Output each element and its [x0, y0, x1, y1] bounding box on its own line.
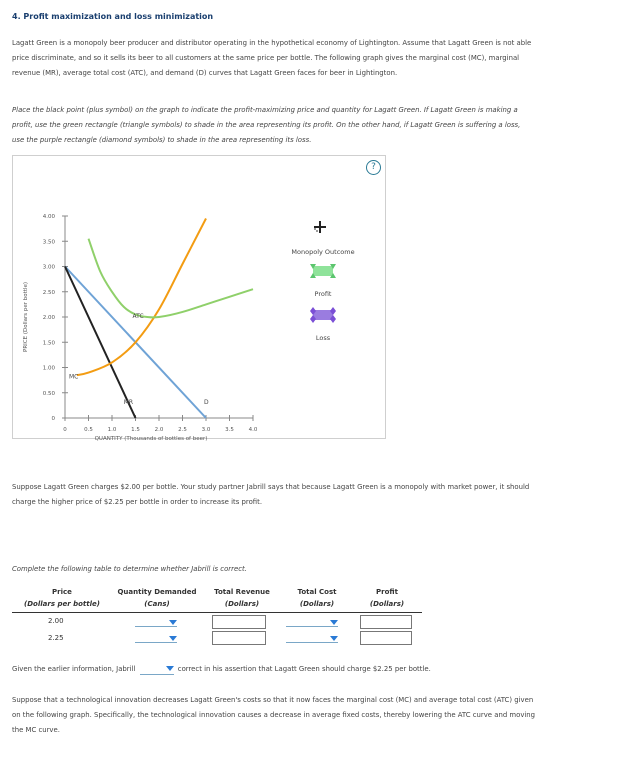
x-tick-label: 1.5	[131, 427, 140, 433]
x-tick-label: 1.0	[107, 427, 117, 433]
page-title: 4. Profit maximization and loss minimization	[12, 12, 214, 21]
given-sentence	[12, 662, 632, 677]
chevron-down-icon	[330, 636, 338, 641]
label-d: D	[204, 399, 209, 406]
profit-table	[12, 588, 422, 648]
final-paragraph: Suppose that a technological innovation decreases Lagatt Green's costs so that it now faces the marginal cost (MC) and average total cost (ATC) given on the following graph. Specifically, the technological innovation causes a decrease in average fixed costs, thereby lowering the ATC curve and moving the MC curve.	[12, 696, 536, 734]
x-tick-label: 0.5	[84, 427, 93, 433]
x-tick-label: 2.5	[178, 427, 187, 433]
monopoly-outcome-tool[interactable]	[313, 219, 333, 233]
x-tick-label: 0	[63, 427, 67, 433]
col-header-total-revenue: Total Revenue	[214, 588, 270, 596]
col-subheader-profit: (Dollars)	[369, 600, 405, 608]
y-tick-label: 0	[51, 416, 55, 422]
curve-atc	[89, 239, 254, 318]
chart-curves	[65, 219, 253, 419]
label-atc: ATC	[132, 313, 144, 320]
col-subheader-quantity: (Cans)	[144, 600, 170, 608]
chevron-down-icon	[169, 636, 177, 641]
loss-label: Loss	[315, 334, 331, 342]
y-axis-label: PRICE (Dollars per bottle)	[23, 282, 29, 352]
scenario-paragraph: Suppose Lagatt Green charges $2.00 per bottle. Your study partner Jabrill says that because Lagatt Green is a monopoly with market power, it should charge the higher price of $2.25 per bottle in order to increase its profit.	[12, 483, 530, 506]
total-cost-dropdown-row2[interactable]	[286, 630, 338, 643]
y-tick-label: 3.50	[42, 239, 55, 246]
label-mr: MR	[123, 399, 134, 406]
y-tick-label: 2.00	[42, 315, 55, 321]
x-tick-label: 3.5	[225, 427, 234, 433]
y-tick-label: 3.00	[42, 264, 55, 271]
help-icon[interactable]: ?	[366, 160, 381, 175]
profit-tool[interactable]	[308, 262, 338, 280]
jabrill-correct-dropdown[interactable]	[140, 664, 174, 675]
col-header-total-cost: Total Cost	[297, 588, 337, 596]
intro-paragraph: Lagatt Green is a monopoly beer producer and distributor operating in the hypothetical economy of Lightington. Assume that Lagatt Green is not able price discriminate, and so it sells its beer to all customers at the same price per bottle. The following graph gives the marginal cost (MC), marginal revenue (MR), average total cost (ATC), and demand (D) curves that Lagatt Green faces for beer in Lightington.	[12, 39, 532, 77]
col-header-quantity: Quantity Demanded	[117, 588, 197, 596]
row-price: 2.00	[48, 617, 64, 625]
y-tick-label: 1.50	[42, 340, 55, 347]
y-tick-label: 1.00	[42, 365, 55, 372]
given-text-before: Given the earlier information, Jabrill	[12, 665, 136, 673]
curve-mr	[65, 267, 136, 419]
table-intro: Complete the following table to determine whether Jabrill is correct.	[12, 565, 247, 573]
loss-tool[interactable]	[308, 306, 338, 324]
profit-input-row1[interactable]	[360, 615, 412, 629]
total-revenue-input-row2[interactable]	[212, 631, 266, 645]
x-tick-label: 2.0	[154, 427, 164, 433]
quantity-dropdown-row2[interactable]	[135, 630, 177, 643]
row-price: 2.25	[48, 634, 64, 642]
y-tick-label: 2.50	[42, 289, 55, 296]
x-axis-label: QUANTITY (Thousands of bottles of beer)	[94, 436, 208, 442]
profit-label: Profit	[314, 290, 332, 298]
quantity-dropdown-row1[interactable]	[135, 614, 177, 627]
y-tick-label: 0.50	[42, 390, 55, 397]
curve-mc	[77, 219, 206, 376]
instructions-paragraph: Place the black point (plus symbol) on the graph to indicate the profit-maximizing price and quantity for Lagatt Green. If Lagatt Green is making a profit, use the green rectangle (triangle symbols) to shade in the area representing its profit. On the other hand, if Lagatt Green is suffering a loss, use the purple rectangle (diamond symbols) to shade in the area representing its loss.	[12, 106, 521, 144]
col-subheader-total-cost: (Dollars)	[299, 600, 335, 608]
chevron-down-icon	[169, 620, 177, 625]
label-mc: MC	[69, 373, 79, 381]
monopoly-outcome-label: Monopoly Outcome	[291, 248, 355, 256]
col-header-profit: Profit	[376, 588, 398, 596]
x-tick-label: 3.0	[201, 427, 211, 433]
col-subheader-total-revenue: (Dollars)	[224, 600, 260, 608]
given-text-after: correct in his assertion that Lagatt Green should charge $2.25 per bottle.	[177, 665, 431, 673]
table-header-rule	[12, 612, 422, 613]
total-cost-dropdown-row1[interactable]	[286, 614, 338, 627]
y-tick-label: 4.00	[42, 214, 55, 220]
x-tick-label: 4.0	[248, 427, 258, 433]
chevron-down-icon	[330, 620, 338, 625]
chart-labels	[23, 214, 258, 442]
total-revenue-input-row1[interactable]	[212, 615, 266, 629]
graph-panel	[12, 155, 386, 442]
profit-input-row2[interactable]	[360, 631, 412, 645]
col-header-price: Price	[52, 588, 72, 596]
col-subheader-price: (Dollars per bottle)	[24, 600, 100, 608]
chevron-down-icon	[166, 666, 174, 671]
